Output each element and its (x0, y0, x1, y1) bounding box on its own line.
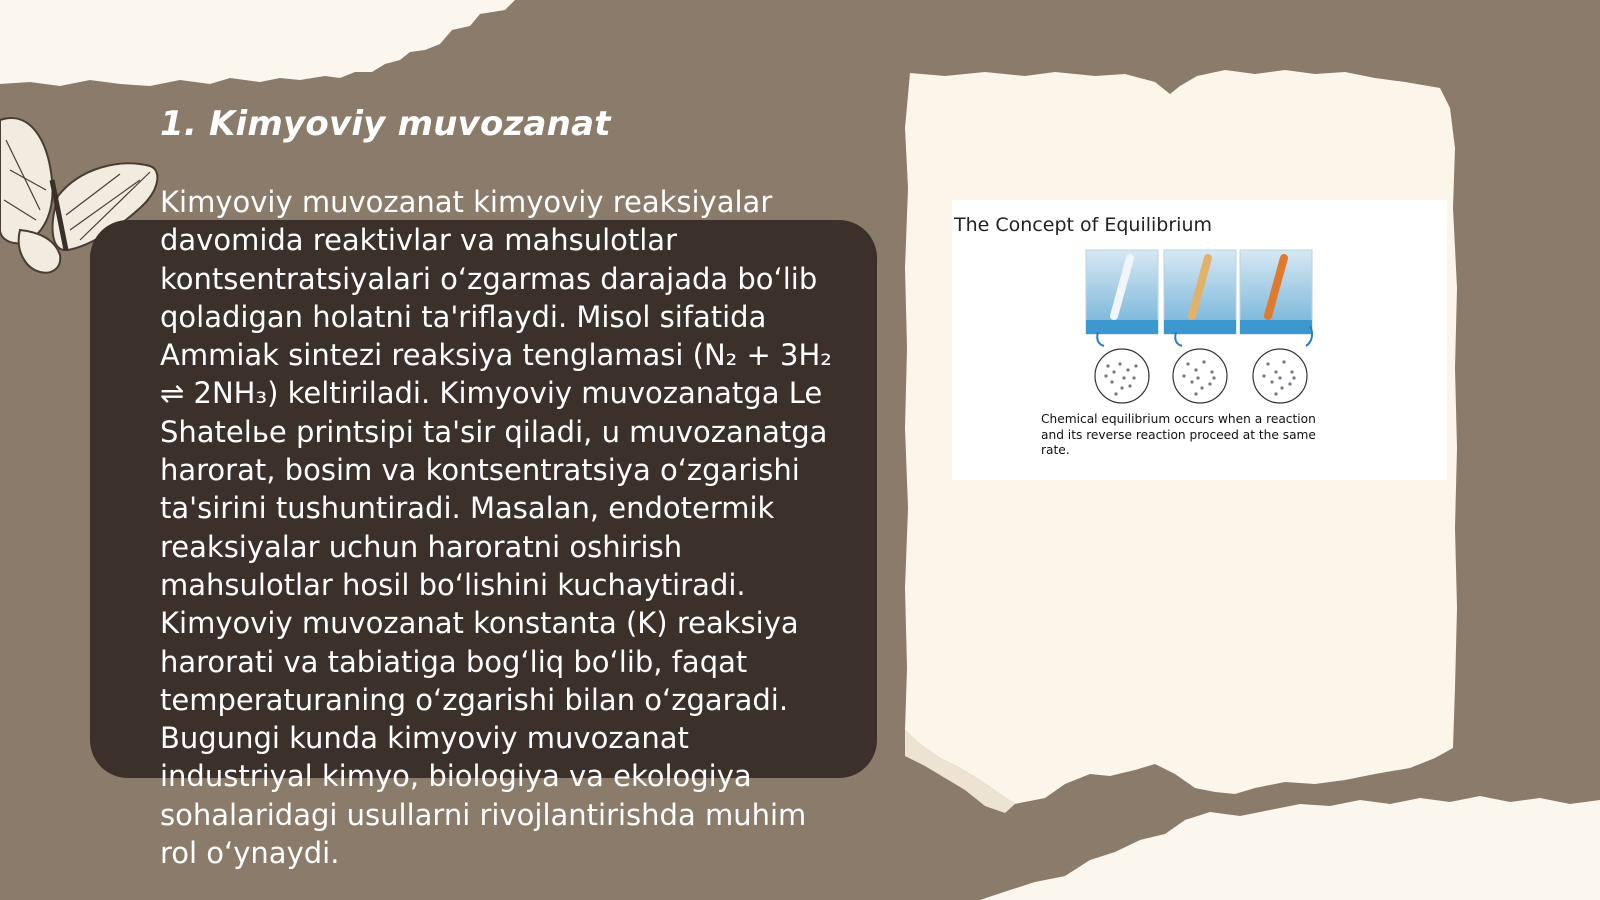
equilibrium-illustration (1084, 248, 1324, 408)
torn-paper-top-left (0, 0, 560, 100)
slide-body-text: Kimyoviy muvozanat kimyoviy reaksiyalar davomida reaktivlar va mahsulotlar kontsentratsiyalari oʻzgarmas darajada boʻlib qoladigan holatni ta'riflaydi. Misol sifatida Ammiak sintezi reaksiya tenglamasi (N₂ + 3H₂ ⇌ 2NH₃) keltiriladi. Kimyoviy muvozanatga Le Shatelье printsipi ta'sir qiladi, u muvozanatga harorat, bosim va kontsentratsiya oʻzgarishi ta'sirini tushuntiradi. Masalan, endotermik reaksiyalar uchun haroratni oshirish mahsulotlar hosil boʻlishini kuchaytiradi. Kimyoviy muvozanat konstanta (K) reaksiya harorati va tabiatiga bogʻliq boʻlib, faqat temperaturaning oʻzgarishi bilan oʻzgaradi. Bugungi kunda kimyoviy muvozanat industriyal kimyo, biologiya va ekologiya sohalaridagi usullarni rivojlantirishda muhim rol oʻynaydi. (160, 185, 832, 871)
equilibrium-figure (952, 200, 1447, 480)
figure-title: The Concept of Equilibrium (954, 214, 1212, 236)
figure-caption: Chemical equilibrium occurs when a reaction and its reverse reaction proceed at the same rate. (1041, 412, 1316, 457)
slide-title: 1. Kimyoviy muvozanat (160, 104, 611, 144)
